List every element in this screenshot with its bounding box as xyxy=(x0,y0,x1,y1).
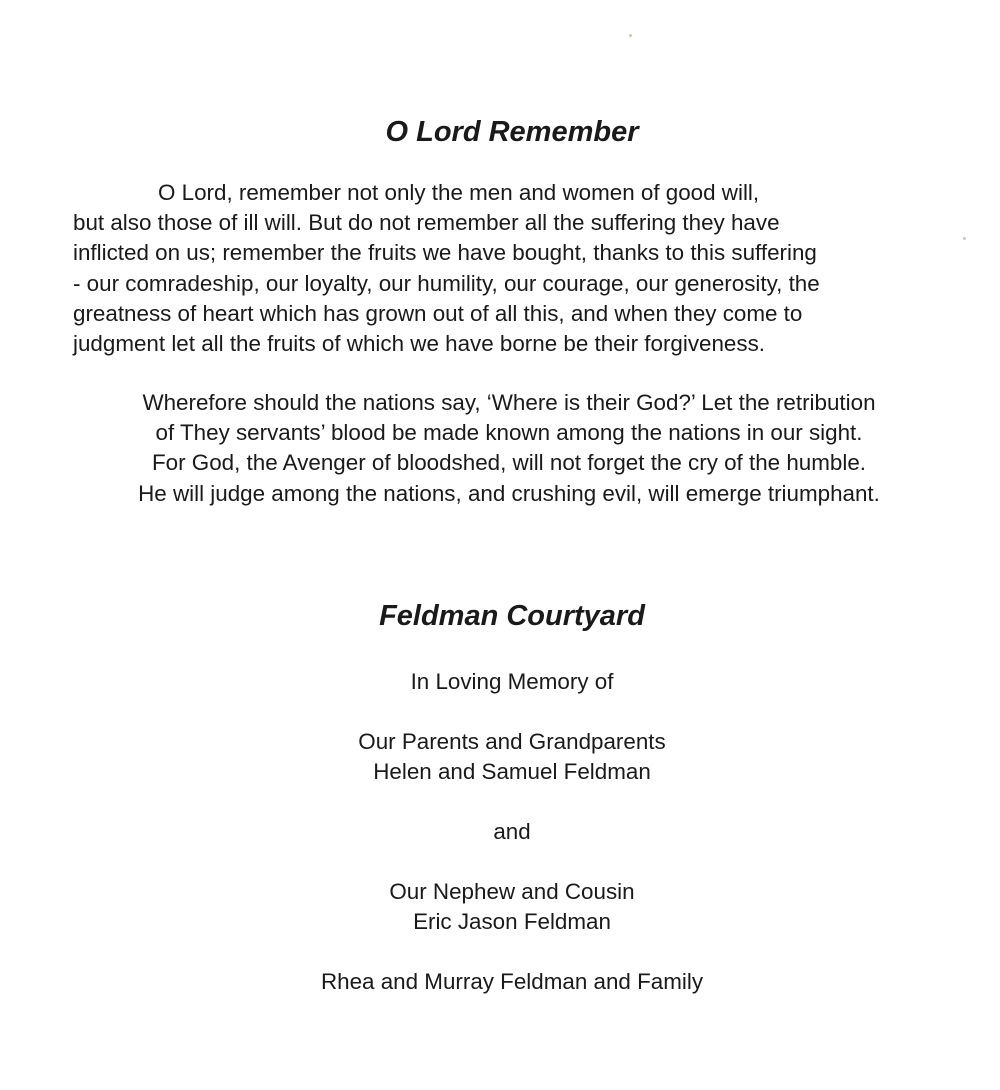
memorial-nephew-name: Eric Jason Feldman xyxy=(413,909,611,934)
prayer-line: He will judge among the nations, and crushing evil, will emerge triumphant. xyxy=(138,480,880,506)
memorial-parents-names: Helen and Samuel Feldman xyxy=(373,759,651,784)
prayer-line: O Lord, remember not only the men and women of good will, xyxy=(158,180,760,205)
prayer-paragraph-2 xyxy=(0,388,1000,509)
prayer-line: - our comradeship, our loyalty, our humility, our courage, our generosity, the xyxy=(73,270,820,296)
prayer-line: For God, the Avenger of bloodshed, will not forget the cry of the humble. xyxy=(151,450,867,476)
memorial-intro-text: In Loving Memory of xyxy=(410,669,614,694)
prayer-line: of They servants’ blood be made known among the nations in our sight. xyxy=(155,420,863,446)
memorial-dedicators-text: Rhea and Murray Feldman and Family xyxy=(320,969,704,994)
memorial-parents xyxy=(0,727,1000,787)
prayer-line: Wherefore should the nations say, ‘Where is their God?’ Let the retribution xyxy=(142,390,876,415)
prayer-title: O Lord Remember xyxy=(385,116,639,148)
prayer-paragraph-1 xyxy=(73,178,953,359)
prayer-line: but also those of ill will. But do not remember all the suffering they have xyxy=(73,210,780,236)
memorial-conjunction xyxy=(0,817,1000,847)
prayer-line: greatness of heart which has grown out of all this, and when they come to xyxy=(73,300,803,326)
scan-speck xyxy=(963,237,966,240)
prayer-line: judgment let all the fruits of which we have borne be their forgiveness. xyxy=(73,331,765,357)
prayer-line: inflicted on us; remember the fruits we have bought, thanks to this suffering xyxy=(73,240,817,266)
memorial-title: Feldman Courtyard xyxy=(379,600,645,632)
memorial-dedicators xyxy=(0,967,1000,997)
scan-speck xyxy=(629,34,632,37)
memorial-nephew-relation: Our Nephew and Cousin xyxy=(389,879,635,904)
memorial-nephew xyxy=(0,877,1000,937)
memorial-conjunction-text: and xyxy=(493,819,531,844)
memorial-parents-relation: Our Parents and Grandparents xyxy=(358,729,666,754)
memorial-intro xyxy=(0,667,1000,697)
